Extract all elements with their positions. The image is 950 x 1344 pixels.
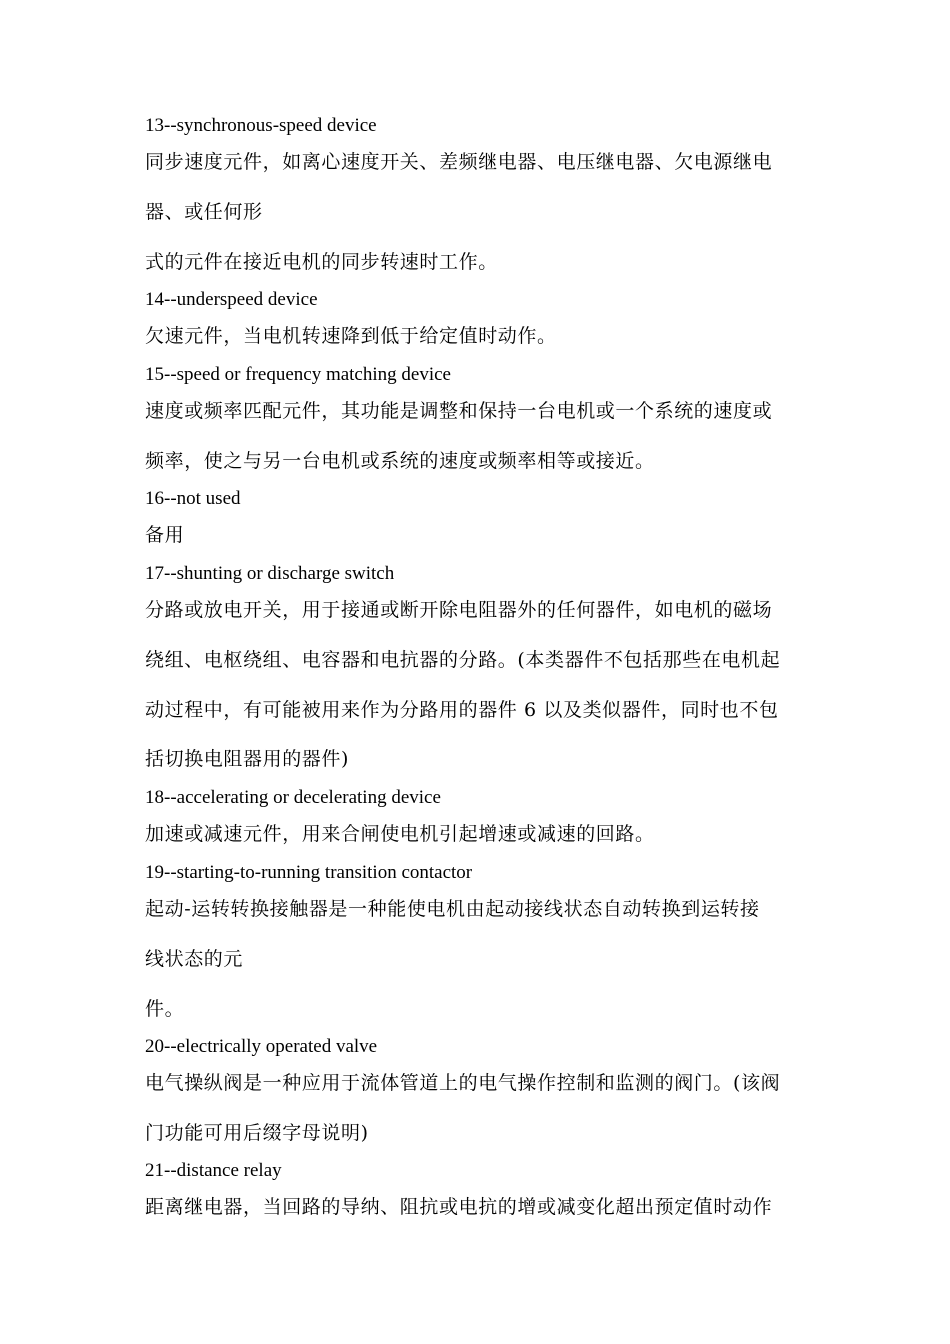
entry-14-code: 14--underspeed device: [145, 289, 318, 310]
entry-20-desc-line-2: 门功能可用后缀字母说明): [145, 1122, 369, 1144]
entry-20-code: 20--electrically operated valve: [145, 1036, 378, 1057]
entry-13-code: 13--synchronous-speed device: [145, 115, 377, 136]
entry-15-code: 15--speed or frequency matching device: [145, 364, 451, 385]
entry-17-desc-line-3: 动过程中，有可能被用来作为分路用的器件 6 以及类似器件，同时也不包: [145, 699, 779, 721]
entry-13-desc-line-3: 式的元件在接近电机的同步转速时工作。: [145, 251, 498, 273]
entry-17-code: 17--shunting or discharge switch: [145, 563, 395, 584]
entry-21-desc-line-1: 距离继电器，当回路的导纳、阻抗或电抗的增或减变化超出预定值时动作: [145, 1196, 773, 1218]
entry-19-desc-line-2: 线状态的元: [145, 948, 244, 970]
entry-16-code: 16--not used: [145, 488, 241, 509]
entry-19-code: 19--starting-to-running transition contactor: [145, 862, 473, 883]
entry-16-desc-line-1: 备用: [145, 524, 185, 546]
entry-20-desc-line-1: 电气操纵阀是一种应用于流体管道上的电气操作控制和监测的阀门。(该阀: [145, 1072, 781, 1094]
entry-15-desc-line-2: 频率，使之与另一台电机或系统的速度或频率相等或接近。: [145, 450, 655, 472]
entry-17-desc-line-1: 分路或放电开关，用于接通或断开除电阻器外的任何器件，如电机的磁场: [145, 599, 773, 621]
entry-18-code: 18--accelerating or decelerating device: [145, 787, 441, 808]
entry-15-desc-line-1: 速度或频率匹配元件，其功能是调整和保持一台电机或一个系统的速度或: [145, 400, 773, 422]
entry-17-desc-line-2: 绕组、电枢绕组、电容器和电抗器的分路。(本类器件不包括那些在电机起: [145, 649, 781, 671]
entry-13-desc-line-1: 同步速度元件，如离心速度开关、差频继电器、电压继电器、欠电源继电: [145, 151, 773, 173]
entry-13-desc-line-2: 器、或任何形: [145, 201, 263, 223]
entry-19-desc-line-1: 起动-运转转换接触器是一种能使电机由起动接线状态自动转换到运转接: [145, 898, 760, 920]
entry-21-code: 21--distance relay: [145, 1160, 282, 1181]
entry-17-desc-line-4: 括切换电阻器用的器件): [145, 748, 350, 770]
entry-14-desc-line-1: 欠速元件，当电机转速降到低于给定值时动作。: [145, 325, 557, 347]
entry-19-desc-line-3: 件。: [145, 998, 185, 1020]
entry-18-desc-line-1: 加速或减速元件，用来合闸使电机引起增速或减速的回路。: [145, 823, 655, 845]
